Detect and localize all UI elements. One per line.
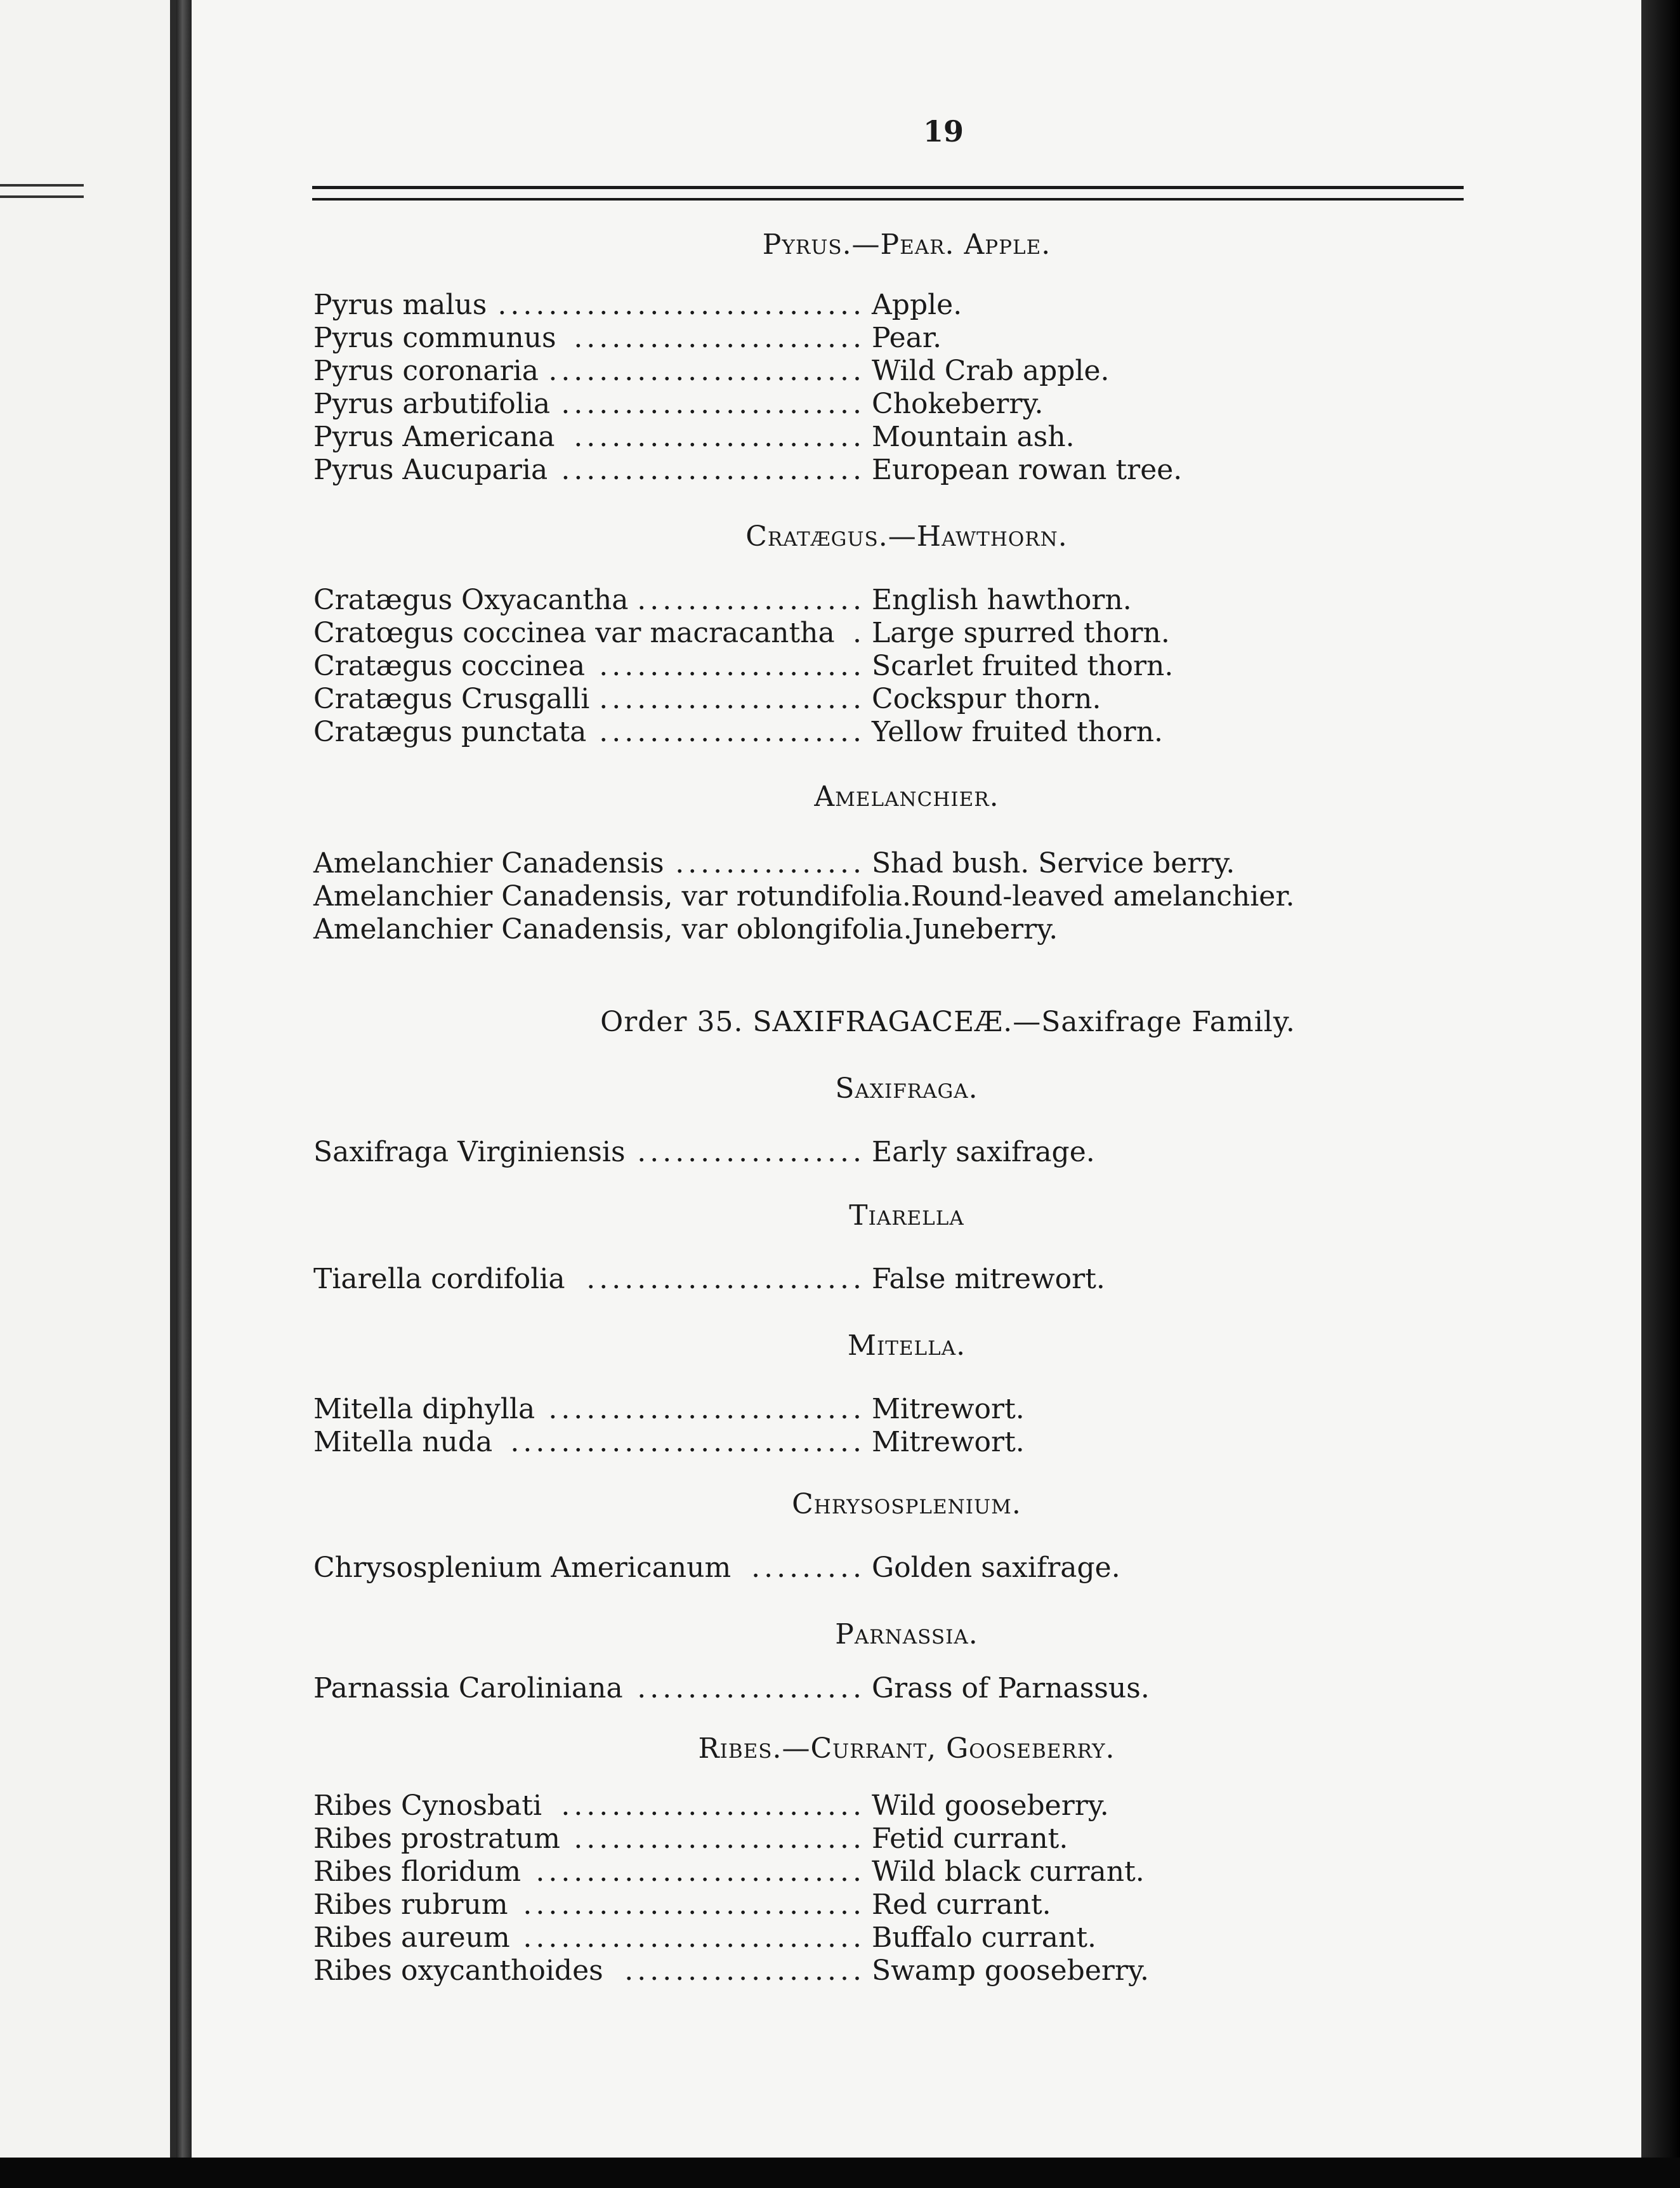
section-heading: Cratægus.—Hawthorn.	[745, 520, 1068, 553]
list-item	[313, 716, 1493, 749]
leader-dots: ..................	[637, 1672, 865, 1704]
list-item	[313, 388, 1493, 421]
common-name: Scarlet fruited thorn.	[872, 650, 1174, 682]
book-page	[192, 0, 1641, 2158]
latin-name: Amelanchier Canadensis	[313, 847, 664, 880]
latin-name: Cratægus Oxyacantha	[313, 584, 629, 616]
latin-name: Mitella nuda	[313, 1426, 493, 1458]
list-item	[313, 1888, 1493, 1921]
leader-dots: .......................	[574, 421, 865, 453]
leader-dots: ..................	[637, 1136, 865, 1168]
leader-dots: ...........................	[523, 1921, 865, 1954]
latin-name: Saxifraga Virginiensis	[313, 1136, 626, 1168]
section-heading: Pyrus.—Pear. Apple.	[762, 228, 1051, 261]
common-name: Red currant.	[872, 1888, 1051, 1921]
common-name: Round-leaved amelanchier.	[910, 880, 1295, 913]
latin-name: Ribes prostratum	[313, 1822, 560, 1855]
leader-dots: .	[853, 617, 865, 649]
latin-name: Ribes Cynosbati	[313, 1789, 542, 1822]
leader-dots: .........	[751, 1552, 865, 1584]
common-name: Pear.	[872, 322, 942, 354]
list-item	[313, 847, 1493, 880]
latin-name: Cratægus coccinea	[313, 650, 586, 682]
latin-name: Pyrus Americana	[313, 421, 555, 453]
latin-name: Mitella diphylla	[313, 1393, 535, 1425]
leader-dots: ...................	[624, 1954, 865, 1987]
facing-page-rule	[0, 184, 84, 198]
list-item	[313, 1552, 1493, 1585]
common-name: Buffalo currant.	[872, 1921, 1096, 1954]
leader-dots: .......................	[574, 1822, 865, 1855]
list-item	[313, 913, 1493, 946]
latin-name: Cratægus Crusgalli	[313, 683, 590, 715]
latin-name: Pyrus communus	[313, 322, 556, 354]
list-item	[313, 683, 1493, 716]
list-item	[313, 1855, 1493, 1888]
section-heading: Saxifraga.	[835, 1072, 978, 1105]
list-item	[313, 1393, 1493, 1426]
common-name: Cockspur thorn.	[872, 683, 1101, 715]
leader-dots: ........................	[561, 1789, 865, 1822]
list-item	[313, 1921, 1493, 1954]
latin-name: Ribes aureum	[313, 1921, 510, 1954]
latin-name: Ribes floridum	[313, 1855, 522, 1888]
common-name: Early saxifrage.	[872, 1136, 1095, 1168]
list-item	[313, 1426, 1493, 1459]
list-item	[313, 1263, 1493, 1296]
common-name: Juneberry.	[912, 913, 1058, 946]
list-item	[313, 1954, 1493, 1987]
common-name: Apple.	[872, 289, 962, 321]
facing-page	[0, 0, 176, 2158]
leader-dots: .......................	[574, 322, 865, 354]
leader-dots: .........................	[548, 355, 865, 387]
common-name: Wild black currant.	[872, 1855, 1145, 1888]
latin-name: Parnassia Caroliniana	[313, 1672, 623, 1704]
list-item	[313, 1789, 1493, 1822]
header-rule	[312, 186, 1464, 201]
leader-dots: ............................	[510, 1426, 865, 1458]
list-item	[313, 1822, 1493, 1855]
leader-dots: ........................	[561, 388, 865, 420]
common-name: Wild gooseberry.	[872, 1789, 1109, 1822]
section-heading: Parnassia.	[835, 1618, 978, 1651]
latin-name: Pyrus coronaria	[313, 355, 539, 387]
list-item	[313, 650, 1493, 683]
common-name: False mitrewort.	[872, 1263, 1105, 1295]
leader-dots: ...........................	[523, 1888, 865, 1921]
page-number: 19	[922, 114, 964, 148]
list-item	[313, 1136, 1493, 1169]
leader-dots: ........................	[561, 454, 865, 486]
common-name: Swamp gooseberry.	[872, 1954, 1149, 1987]
common-name: Shad bush. Service berry.	[872, 847, 1235, 880]
latin-name: Tiarella cordifolia	[313, 1263, 565, 1295]
latin-name: Chrysosplenium Americanum	[313, 1552, 732, 1584]
common-name: Mountain ash.	[872, 421, 1075, 453]
scan-border	[0, 2158, 1680, 2188]
list-item	[313, 617, 1493, 650]
list-item	[313, 421, 1493, 454]
section-heading: Amelanchier.	[814, 781, 999, 813]
latin-name: Pyrus arbutifolia	[313, 388, 551, 420]
common-name: European rowan tree.	[872, 454, 1183, 486]
common-name: Large spurred thorn.	[872, 617, 1170, 649]
book-edge	[1641, 0, 1680, 2188]
latin-name: Ribes rubrum	[313, 1888, 508, 1921]
list-item	[313, 355, 1493, 388]
latin-name: Cratœgus coccinea var macracantha	[313, 617, 835, 649]
leader-dots: .....................	[599, 650, 865, 682]
list-item	[313, 322, 1493, 355]
list-item	[313, 454, 1493, 487]
common-name: Wild Crab apple.	[872, 355, 1110, 387]
latin-name: Amelanchier Canadensis, var rotundifolia.	[313, 880, 911, 913]
common-name: Mitrewort.	[872, 1393, 1025, 1425]
common-name: Golden saxifrage.	[872, 1552, 1120, 1584]
latin-name: Ribes oxycanthoides	[313, 1954, 603, 1987]
list-item	[313, 880, 1493, 913]
leader-dots: ...............	[675, 847, 865, 880]
leader-dots: .............................	[497, 289, 865, 321]
section-heading: Tiarella	[849, 1199, 964, 1232]
common-name: Chokeberry.	[872, 388, 1044, 420]
list-item	[313, 289, 1493, 322]
leader-dots: ......................	[586, 1263, 865, 1295]
section-heading: Mitella.	[847, 1329, 966, 1362]
leader-dots: .....................	[599, 683, 865, 715]
leader-dots: .....................	[599, 716, 865, 748]
common-name: English hawthorn.	[872, 584, 1132, 616]
leader-dots: ..........................	[535, 1855, 865, 1888]
latin-name: Pyrus malus	[313, 289, 487, 321]
book-gutter	[176, 0, 192, 2158]
common-name: Fetid currant.	[872, 1822, 1068, 1855]
common-name: Yellow fruited thorn.	[872, 716, 1164, 748]
section-heading: Ribes.—Currant, Gooseberry.	[698, 1732, 1115, 1765]
latin-name: Pyrus Aucuparia	[313, 454, 548, 486]
common-name: Mitrewort.	[872, 1426, 1025, 1458]
leader-dots: .........................	[548, 1393, 865, 1425]
order-heading: Order 35. SAXIFRAGACEÆ.—Saxifrage Family.	[600, 1006, 1296, 1038]
latin-name: Amelanchier Canadensis, var oblongifolia.	[313, 913, 912, 946]
latin-name: Cratægus punctata	[313, 716, 587, 748]
common-name: Grass of Parnassus.	[872, 1672, 1150, 1704]
list-item	[313, 584, 1493, 617]
leader-dots: ..................	[637, 584, 865, 616]
list-item	[313, 1672, 1493, 1705]
section-heading: Chrysosplenium.	[792, 1488, 1021, 1520]
